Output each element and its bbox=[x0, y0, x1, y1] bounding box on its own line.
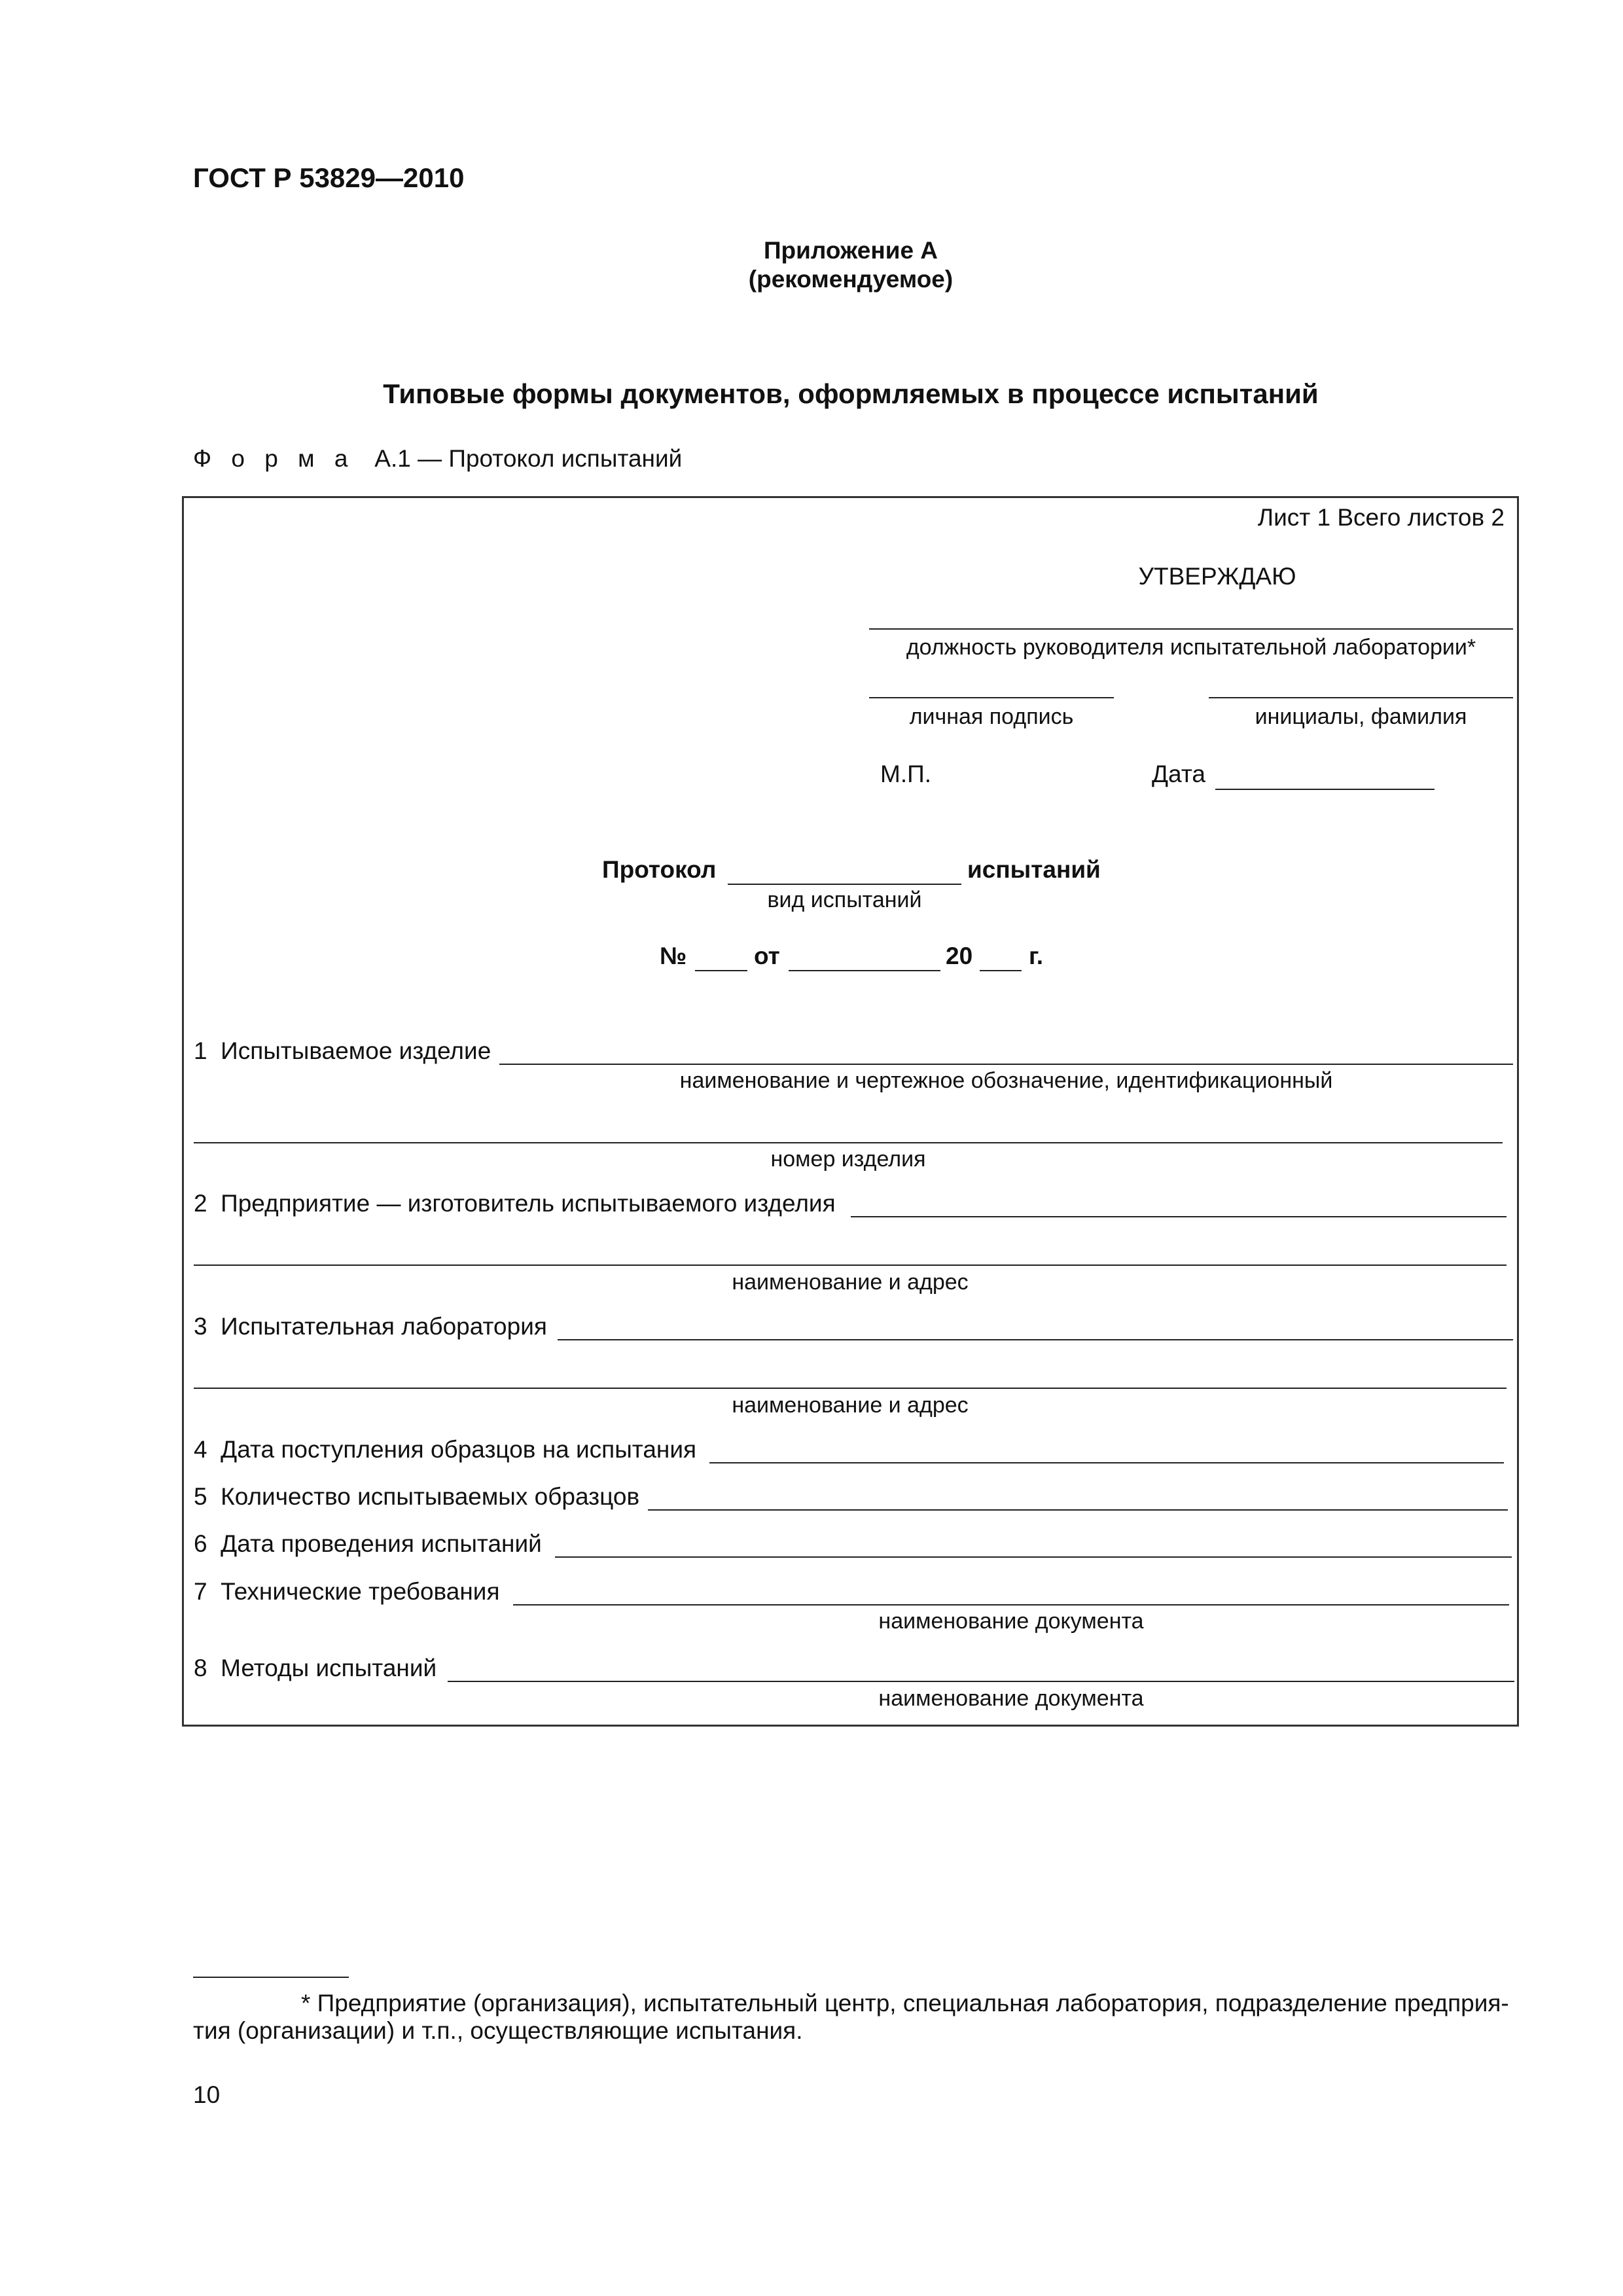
item-1-number: 1 bbox=[194, 1037, 207, 1064]
number-sign: № bbox=[660, 942, 687, 969]
signature-line[interactable] bbox=[869, 697, 1114, 698]
approval-date-line[interactable] bbox=[1215, 789, 1435, 790]
item-5-field[interactable] bbox=[648, 1509, 1508, 1511]
form-caption-name: А.1 — Протокол испытаний bbox=[374, 445, 683, 472]
item-1-caption-2: номер изделия bbox=[770, 1147, 926, 1172]
item-2-field-2[interactable] bbox=[194, 1265, 1507, 1266]
name-caption: инициалы, фамилия bbox=[1255, 704, 1467, 729]
item-2-number: 2 bbox=[194, 1190, 207, 1217]
item-2-caption: наименование и адрес bbox=[732, 1270, 969, 1295]
protocol-number-line[interactable] bbox=[695, 970, 747, 971]
item-7-field[interactable] bbox=[513, 1604, 1509, 1605]
protocol-word: Протокол bbox=[602, 856, 717, 883]
item-8 bbox=[194, 1655, 437, 1682]
item-3-caption: наименование и адрес bbox=[732, 1393, 969, 1418]
item-4-number: 4 bbox=[194, 1436, 207, 1463]
name-line[interactable] bbox=[1209, 697, 1513, 698]
form-caption-prefix: Ф о р м а bbox=[193, 445, 355, 472]
item-3-label: Испытательная лаборатория bbox=[221, 1313, 547, 1340]
item-7 bbox=[194, 1578, 500, 1605]
item-5 bbox=[194, 1483, 639, 1511]
item-8-label: Методы испытаний bbox=[221, 1655, 437, 1681]
position-caption: должность руководителя испытательной лаборатории* bbox=[906, 635, 1476, 660]
item-3 bbox=[194, 1313, 547, 1340]
item-7-label: Технические требования bbox=[221, 1578, 500, 1605]
item-8-field[interactable] bbox=[448, 1681, 1514, 1682]
form-caption bbox=[193, 445, 682, 473]
item-8-number: 8 bbox=[194, 1655, 207, 1681]
item-5-label: Количество испытываемых образцов bbox=[221, 1483, 640, 1510]
section-title: Типовые формы документов, оформляемых в процессе испытаний bbox=[383, 378, 1319, 409]
appendix-title: Приложение А bbox=[763, 237, 938, 264]
item-2-label: Предприятие — изготовитель испытываемого изделия bbox=[221, 1190, 836, 1217]
item-1 bbox=[194, 1037, 491, 1065]
year-suffix: г. bbox=[1029, 942, 1043, 969]
sheet-info: Лист 1 Всего листов 2 bbox=[1257, 504, 1505, 531]
item-7-number: 7 bbox=[194, 1578, 207, 1605]
item-6 bbox=[194, 1530, 542, 1558]
tests-word: испытаний bbox=[967, 856, 1101, 883]
item-1-label: Испытываемое изделие bbox=[221, 1037, 491, 1064]
item-6-number: 6 bbox=[194, 1530, 207, 1557]
footnote-separator bbox=[193, 1977, 349, 1978]
item-2-field[interactable] bbox=[851, 1216, 1507, 1217]
signature-caption: личная подпись bbox=[909, 704, 1074, 729]
item-3-number: 3 bbox=[194, 1313, 207, 1340]
page-number: 10 bbox=[193, 2081, 221, 2108]
item-6-field[interactable] bbox=[555, 1556, 1512, 1558]
standard-id: ГОСТ Р 53829—2010 bbox=[193, 162, 465, 193]
item-1-field[interactable] bbox=[499, 1064, 1513, 1065]
item-2 bbox=[194, 1190, 836, 1217]
year-line[interactable] bbox=[980, 970, 1022, 971]
item-5-number: 5 bbox=[194, 1483, 207, 1510]
item-6-label: Дата проведения испытаний bbox=[221, 1530, 542, 1557]
item-1-caption: наименование и чертежное обозначение, идентификационный bbox=[679, 1068, 1333, 1093]
approve-heading: УТВЕРЖДАЮ bbox=[1138, 563, 1296, 590]
test-type-line[interactable] bbox=[728, 884, 961, 885]
item-1-field-2[interactable] bbox=[194, 1142, 1503, 1143]
footnote-line-2: тия (организации) и т.п., осуществляющие испытания. bbox=[193, 2017, 803, 2044]
item-3-field[interactable] bbox=[558, 1339, 1513, 1340]
stamp-label: М.П. bbox=[880, 761, 931, 787]
item-3-field-2[interactable] bbox=[194, 1388, 1507, 1389]
protocol-date-line[interactable] bbox=[789, 970, 940, 971]
item-4-label: Дата поступления образцов на испытания bbox=[221, 1436, 697, 1463]
test-type-caption: вид испытаний bbox=[767, 888, 922, 912]
item-4 bbox=[194, 1436, 696, 1463]
footnote-line-1: * Предприятие (организация), испытательный центр, специальная лаборатория, подразделение предприя- bbox=[301, 1990, 1509, 2017]
item-7-caption: наименование документа bbox=[878, 1609, 1144, 1634]
from-word: от bbox=[754, 942, 780, 969]
item-8-caption: наименование документа bbox=[878, 1686, 1144, 1711]
item-4-field[interactable] bbox=[709, 1462, 1504, 1463]
position-line[interactable] bbox=[869, 628, 1513, 630]
year-prefix: 20 bbox=[946, 942, 973, 969]
appendix-status: (рекомендуемое) bbox=[748, 266, 954, 293]
date-label: Дата bbox=[1152, 761, 1205, 787]
